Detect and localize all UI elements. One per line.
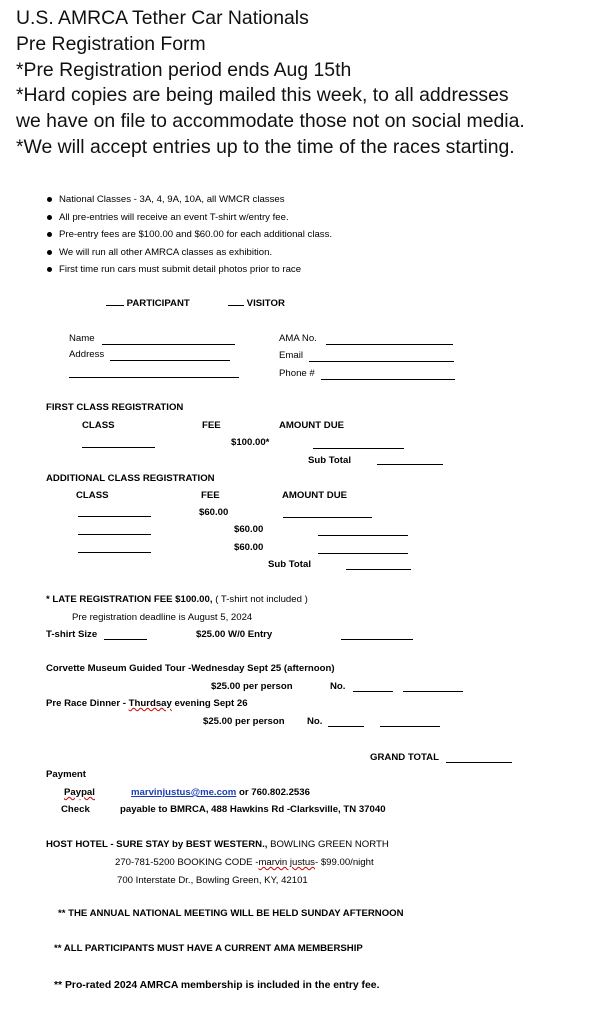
additional-class-fee-2: $60.00: [234, 524, 264, 535]
additional-class-field-1[interactable]: [78, 516, 151, 517]
museum-tour-no-field[interactable]: [353, 691, 393, 692]
first-class-subtotal-label: Sub Total: [308, 455, 351, 466]
grand-total-field[interactable]: [446, 762, 512, 763]
tshirt-price: $25.00 W/0 Entry: [196, 629, 273, 640]
email-label: Email: [279, 350, 303, 361]
visitor-label: VISITOR: [246, 298, 285, 309]
additional-class-field-2[interactable]: [78, 534, 151, 535]
hotel-rate: - $99.00/night: [314, 857, 374, 868]
bullet-item: Pre-entry fees are $100.00 and $60.00 for each additional class.: [47, 226, 332, 244]
address-field[interactable]: [110, 360, 230, 361]
first-class-subtotal-field[interactable]: [377, 464, 443, 465]
first-class-col-class: CLASS: [82, 420, 115, 431]
additional-class-field-3[interactable]: [78, 552, 151, 553]
hotel-address: 700 Interstate Dr., Bowling Green, KY, 42101: [117, 875, 308, 886]
first-class-amount-field[interactable]: [313, 448, 404, 449]
bullet-item: First time run cars must submit detail photos prior to race: [47, 261, 332, 279]
header-line: *Pre Registration period ends Aug 15th: [16, 58, 352, 81]
pre-race-dinner-title: [46, 698, 248, 709]
hotel-booking-line: [115, 857, 374, 868]
check-label: Check: [61, 804, 90, 815]
paypal-label: [64, 787, 95, 798]
bullet-item: We will run all other AMRCA classes as exhibition.: [47, 244, 332, 262]
info-bullets: [47, 191, 332, 279]
late-fee-label: * LATE REGISTRATION FEE $100.00,: [46, 594, 213, 605]
booking-code: marvin justus: [258, 857, 315, 868]
tshirt-amount-field[interactable]: [341, 639, 413, 640]
visitor-option[interactable]: [228, 296, 285, 309]
first-class-fee: $100.00*: [231, 437, 270, 448]
paypal-details: [131, 787, 310, 798]
first-class-class-field[interactable]: [82, 447, 155, 448]
additional-amount-field-3[interactable]: [318, 553, 408, 554]
paypal-email-link[interactable]: marvinjustus@me.com: [131, 787, 237, 798]
additional-subtotal-label: Sub Total: [268, 559, 311, 570]
address-field-line-2[interactable]: [69, 377, 239, 378]
participant-blank[interactable]: [106, 296, 124, 306]
host-hotel-name: HOST HOTEL - SURE STAY by BEST WESTERN.,: [46, 839, 268, 850]
phone-label: Phone #: [279, 368, 315, 379]
participant-label: PARTICIPANT: [126, 298, 190, 309]
first-class-col-amount: AMOUNT DUE: [279, 420, 345, 431]
dinner-no-field[interactable]: [328, 726, 364, 727]
header-line: *We will accept entries up to the time of the races starting.: [16, 135, 515, 158]
phone-field[interactable]: [321, 379, 455, 380]
grand-total-label: GRAND TOTAL: [370, 752, 439, 763]
address-label: Address: [69, 349, 105, 360]
additional-class-col-amount: AMOUNT DUE: [282, 490, 348, 501]
payment-title: Payment: [46, 769, 86, 780]
additional-amount-field-1[interactable]: [283, 517, 372, 518]
check-details: payable to BMRCA, 488 Hawkins Rd -Clarksville, TN 37040: [120, 804, 386, 815]
participant-option[interactable]: [106, 296, 190, 309]
dinner-suffix: evening Sept 26: [171, 698, 248, 709]
visitor-blank[interactable]: [228, 296, 244, 306]
dinner-amount-field[interactable]: [380, 726, 440, 727]
hotel-phone-code: 270-781-5200 BOOKING CODE -: [115, 857, 259, 868]
ama-no-label: AMA No.: [279, 333, 317, 344]
first-class-col-fee: FEE: [202, 420, 221, 431]
museum-tour-no-label: No.: [330, 681, 346, 692]
email-field[interactable]: [309, 361, 454, 362]
museum-tour-price: $25.00 per person: [211, 681, 293, 692]
bullet-item: All pre-entries will receive an event T-shirt w/entry fee.: [47, 209, 332, 227]
header-line: Pre Registration Form: [16, 32, 206, 55]
header-line: we have on file to accommodate those not on social media.: [16, 110, 525, 133]
museum-tour-amount-field[interactable]: [403, 691, 463, 692]
late-fee-line: [46, 594, 308, 605]
ama-no-field[interactable]: [326, 344, 453, 345]
paypal-phone: or 760.802.2536: [236, 787, 310, 798]
host-hotel-line: [46, 839, 389, 850]
additional-subtotal-field[interactable]: [346, 569, 411, 570]
paypal-label-text: Paypal: [64, 787, 95, 798]
header-line: U.S. AMRCA Tether Car Nationals: [16, 7, 309, 29]
dinner-price: $25.00 per person: [203, 716, 285, 727]
late-fee-note: ( T-shirt not included ): [215, 594, 308, 605]
late-deadline: Pre registration deadline is August 5, 2024: [72, 612, 253, 623]
note-amrca-membership: ** Pro-rated 2024 AMRCA membership is included in the entry fee.: [54, 980, 380, 991]
name-field[interactable]: [102, 344, 235, 345]
additional-class-fee-1: $60.00: [199, 507, 229, 518]
additional-amount-field-2[interactable]: [318, 535, 408, 536]
additional-class-title: ADDITIONAL CLASS REGISTRATION: [46, 473, 215, 484]
dinner-day: Thurdsay: [128, 698, 172, 709]
dinner-no-label: No.: [307, 716, 323, 727]
tshirt-size-label: T-shirt Size: [46, 629, 98, 640]
name-label: Name: [69, 333, 95, 344]
additional-class-fee-3: $60.00: [234, 542, 264, 553]
note-ama-membership: ** ALL PARTICIPANTS MUST HAVE A CURRENT AMA MEMBERSHIP: [54, 943, 363, 954]
first-class-title: FIRST CLASS REGISTRATION: [46, 402, 184, 413]
post-header: [16, 6, 525, 161]
additional-class-col-class: CLASS: [76, 490, 109, 501]
host-hotel-location: BOWLING GREEN NORTH: [267, 839, 389, 850]
additional-class-col-fee: FEE: [201, 490, 220, 501]
header-line: *Hard copies are being mailed this week, to all addresses: [16, 84, 509, 107]
bullet-item: National Classes - 3A, 4, 9A, 10A, all WMCR classes: [47, 191, 332, 209]
note-annual-meeting: ** THE ANNUAL NATIONAL MEETING WILL BE HELD SUNDAY AFTERNOON: [58, 908, 404, 919]
tshirt-size-field[interactable]: [104, 639, 147, 640]
museum-tour-title: Corvette Museum Guided Tour -Wednesday Sept 25 (afternoon): [46, 663, 335, 674]
dinner-prefix: Pre Race Dinner -: [46, 698, 129, 709]
